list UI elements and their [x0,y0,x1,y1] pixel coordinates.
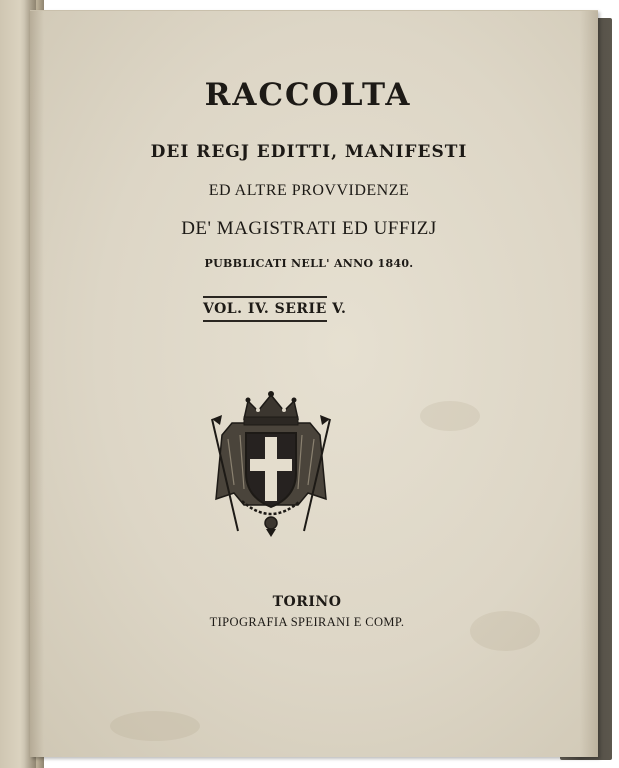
imprint-city: TORINO [272,594,342,610]
subtitle-line-3: DE' MAGISTRATI ED UFFIZJ [181,218,437,239]
volume-block [203,296,347,322]
foxing-stain [420,401,480,431]
title-page [30,10,598,757]
page-title: RACCOLTA [204,77,412,113]
subtitle-line-1: DEI REGJ EDITTI, MANIFESTI [150,142,468,162]
rule-bottom [203,320,327,322]
imprint-printer: TIPOGRAFIA SPEIRANI E COMP. [209,615,405,629]
foxing-stain [110,711,200,741]
subtitle-line-2: ED ALTRE PROVVIDENZE [208,182,410,199]
savoy-coat-of-arms-icon [208,389,334,537]
publication-year-line: PUBBLICATI NELL' ANNO 1840. [204,257,414,270]
volume-label: VOL. IV. SERIE V. [203,301,347,317]
